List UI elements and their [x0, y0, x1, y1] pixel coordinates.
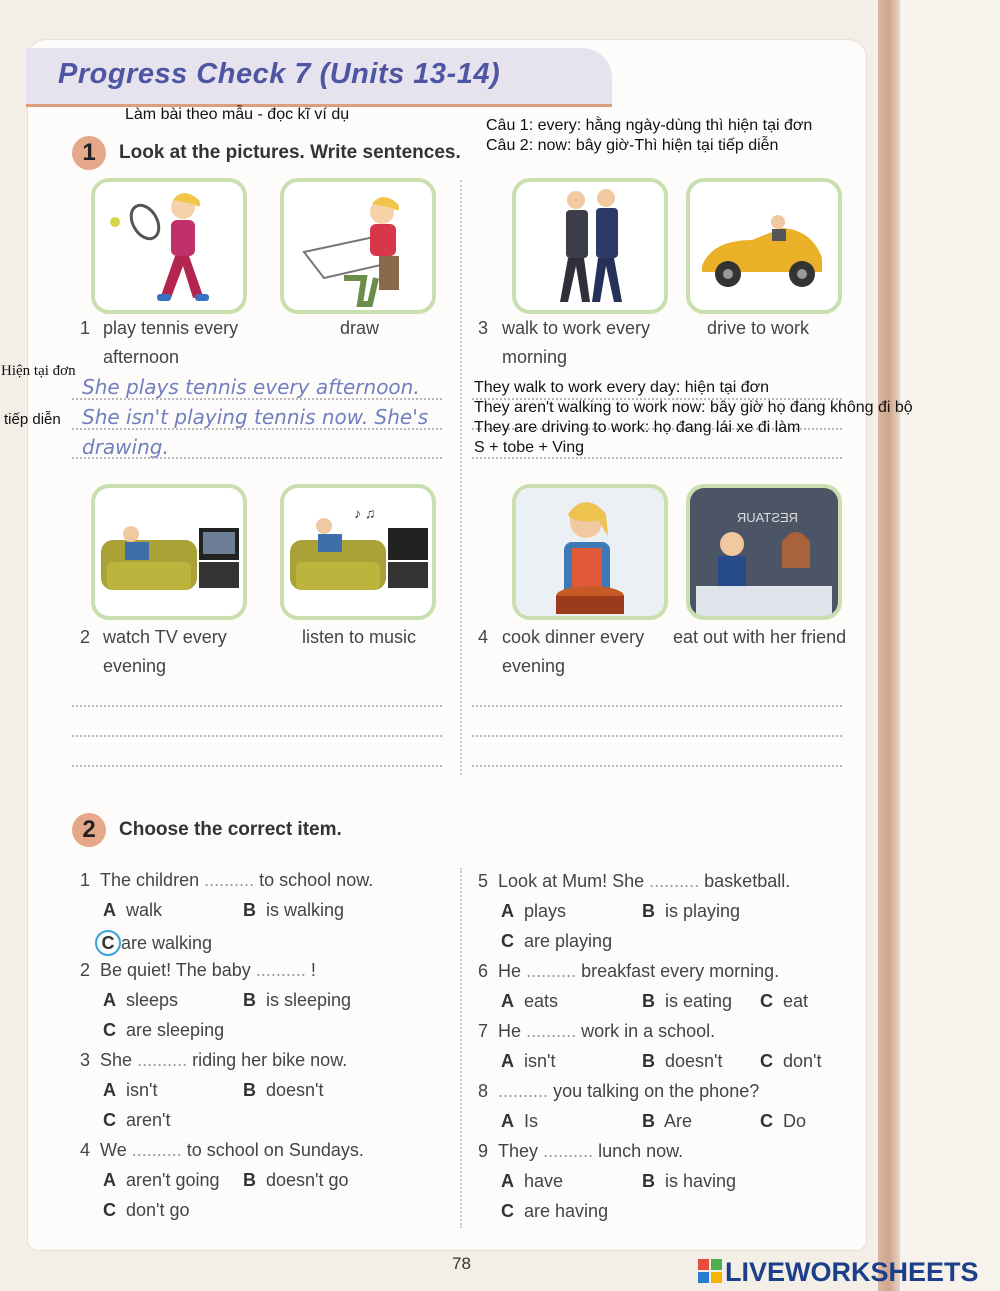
- q7-option-b[interactable]: B doesn't: [642, 1051, 723, 1071]
- tv-sofa-illustration: [95, 488, 243, 616]
- page-title: Progress Check 7 (Units 13-14): [58, 58, 501, 90]
- item-3-number: 3: [478, 318, 489, 338]
- restaurant-illustration: [690, 488, 838, 616]
- tennis-girl-illustration: [95, 182, 243, 310]
- item-2-left-line1: watch TV every: [103, 627, 227, 647]
- driving-car-illustration: [690, 182, 838, 310]
- answer-line: [72, 457, 442, 459]
- section-1-number: 1: [72, 136, 106, 170]
- item-3-answer-line-1: They walk to work every day: hiện tại đơn: [474, 379, 770, 396]
- question-1: 1 The children .......... to school now.: [80, 870, 374, 890]
- item-1-left-line2: afternoon: [103, 347, 180, 367]
- grammar-note-1: Câu 1: every: hằng ngày-dùng thì hiện tại đơn: [486, 117, 813, 134]
- q6-option-b[interactable]: B is eating: [642, 991, 733, 1011]
- example-answer-line-1: She plays tennis every afternoon.: [82, 375, 420, 399]
- picture-eating-out: [686, 484, 842, 620]
- question-9: 9 They .......... lunch now.: [478, 1141, 684, 1161]
- item-3-answer-line-2: They aren't walking to work now: bây giờ họ đang không đi bộ: [474, 399, 913, 416]
- q3-option-c[interactable]: C aren't: [103, 1110, 171, 1130]
- question-7: 7 He .......... work in a school.: [478, 1021, 716, 1041]
- example-answer-line-3: drawing.: [82, 435, 169, 459]
- q3-option-a[interactable]: A isn't: [103, 1080, 158, 1100]
- side-note-continuous: tiếp diễn: [4, 411, 61, 428]
- item-3-answer-line-3: They are driving to work: họ đang lái xe đi làm: [474, 419, 801, 436]
- picture-woman-cooking: [512, 484, 668, 620]
- item-2-left-line2: evening: [103, 656, 167, 676]
- section-2-heading: Choose the correct item.: [119, 819, 342, 840]
- selected-answer-circle: C: [95, 930, 121, 956]
- item-4-right: eat out with her friend: [673, 627, 847, 647]
- answer-line[interactable]: [72, 765, 442, 767]
- q7-option-a[interactable]: A isn't: [501, 1051, 556, 1071]
- page-number: 78: [452, 1254, 471, 1273]
- item-1-number: 1: [80, 318, 91, 338]
- question-6: 6 He .......... breakfast every morning.: [478, 961, 780, 981]
- svg-text:♪ ♫: ♪ ♫: [354, 505, 376, 521]
- q6-option-a[interactable]: A eats: [501, 991, 559, 1011]
- drawing-girl-illustration: [284, 182, 432, 310]
- question-2: 2 Be quiet! The baby .......... !: [80, 960, 316, 980]
- column-divider: [460, 868, 462, 1228]
- q4-option-c[interactable]: C don't go: [103, 1200, 190, 1220]
- q1-option-b[interactable]: B is walking: [243, 900, 345, 920]
- item-3-answer-line-4: S + tobe + Ving: [474, 439, 585, 456]
- liveworksheets-logo-icon: [697, 1258, 723, 1284]
- item-1-left-line1: play tennis every: [103, 318, 239, 338]
- liveworksheets-wordmark: LIVEWORKSHEETS: [725, 1257, 979, 1287]
- picture-man-driving: [686, 178, 842, 314]
- section-2-number: 2: [72, 813, 106, 847]
- picture-men-walking: [512, 178, 668, 314]
- answer-line[interactable]: [472, 735, 842, 737]
- item-3-right: drive to work: [707, 318, 810, 338]
- q2-option-a[interactable]: A sleeps: [103, 990, 179, 1010]
- q8-option-a[interactable]: A Is: [501, 1111, 539, 1131]
- page-margin: [900, 0, 1000, 1291]
- grammar-note-2: Câu 2: now: bây giờ-Thì hiện tại tiếp diễn: [486, 137, 779, 154]
- q9-option-c[interactable]: C are having: [501, 1201, 609, 1221]
- item-4-left-line2: evening: [502, 656, 566, 676]
- q2-option-b[interactable]: B is sleeping: [243, 990, 352, 1010]
- q2-option-c[interactable]: C are sleeping: [103, 1020, 225, 1040]
- liveworksheets-logo[interactable]: [697, 1257, 979, 1288]
- answer-line: [472, 457, 842, 459]
- item-2-number: 2: [80, 627, 91, 647]
- cooking-woman-illustration: [516, 488, 664, 616]
- q8-option-b[interactable]: B Are: [642, 1111, 693, 1131]
- svg-text:RESTAUR: RESTAUR: [736, 510, 798, 525]
- picture-girl-drawing: [280, 178, 436, 314]
- picture-girl-tennis: [91, 178, 247, 314]
- book-spine: [878, 0, 900, 1291]
- question-4: 4 We .......... to school on Sundays.: [80, 1140, 364, 1160]
- q5-option-c[interactable]: C are playing: [501, 931, 613, 951]
- item-4-number: 4: [478, 627, 489, 647]
- q5-option-b[interactable]: B is playing: [642, 901, 741, 921]
- q4-option-b[interactable]: B doesn't go: [243, 1170, 349, 1190]
- music-sofa-illustration: [284, 488, 432, 616]
- section-1-heading: Look at the pictures. Write sentences.: [119, 142, 461, 163]
- q4-option-a[interactable]: A aren't going: [103, 1170, 220, 1190]
- q7-option-c[interactable]: C don't: [760, 1051, 822, 1071]
- question-5: 5 Look at Mum! She .......... basketball.: [478, 871, 791, 891]
- question-3: 3 She .......... riding her bike now.: [80, 1050, 348, 1070]
- q9-option-a[interactable]: A have: [501, 1171, 564, 1191]
- q1-option-a[interactable]: A walk: [103, 900, 163, 920]
- walking-men-illustration: [516, 182, 664, 310]
- q6-option-c[interactable]: C eat: [760, 991, 809, 1011]
- q9-option-b[interactable]: B is having: [642, 1171, 737, 1191]
- item-3-left-line2: morning: [502, 347, 568, 367]
- picture-boy-watching-tv: [91, 484, 247, 620]
- answer-line[interactable]: [472, 765, 842, 767]
- item-3-left-line1: walk to work every: [502, 318, 651, 338]
- answer-line[interactable]: [472, 705, 842, 707]
- picture-boy-listening-music: [280, 484, 436, 620]
- answer-line: [72, 428, 442, 430]
- q3-option-b[interactable]: B doesn't: [243, 1080, 324, 1100]
- side-note-present-simple: Hiện tại đơn: [1, 363, 76, 379]
- answer-line[interactable]: [72, 735, 442, 737]
- q1-option-c-selected[interactable]: C are walking: [101, 930, 212, 956]
- item-4-left-line1: cook dinner every: [502, 627, 645, 647]
- question-8: 8 .......... you talking on the phone?: [478, 1081, 760, 1101]
- answer-line: [72, 398, 442, 400]
- q5-option-a[interactable]: A plays: [501, 901, 567, 921]
- instruction-note: Làm bài theo mẫu - đọc kĩ ví dụ: [125, 106, 350, 123]
- column-divider: [460, 180, 462, 775]
- item-1-right: draw: [340, 318, 380, 338]
- item-2-right: listen to music: [302, 627, 417, 647]
- q8-option-c[interactable]: C Do: [760, 1111, 807, 1131]
- answer-line[interactable]: [72, 705, 442, 707]
- example-answer-line-2: She isn't playing tennis now. She's: [82, 405, 429, 429]
